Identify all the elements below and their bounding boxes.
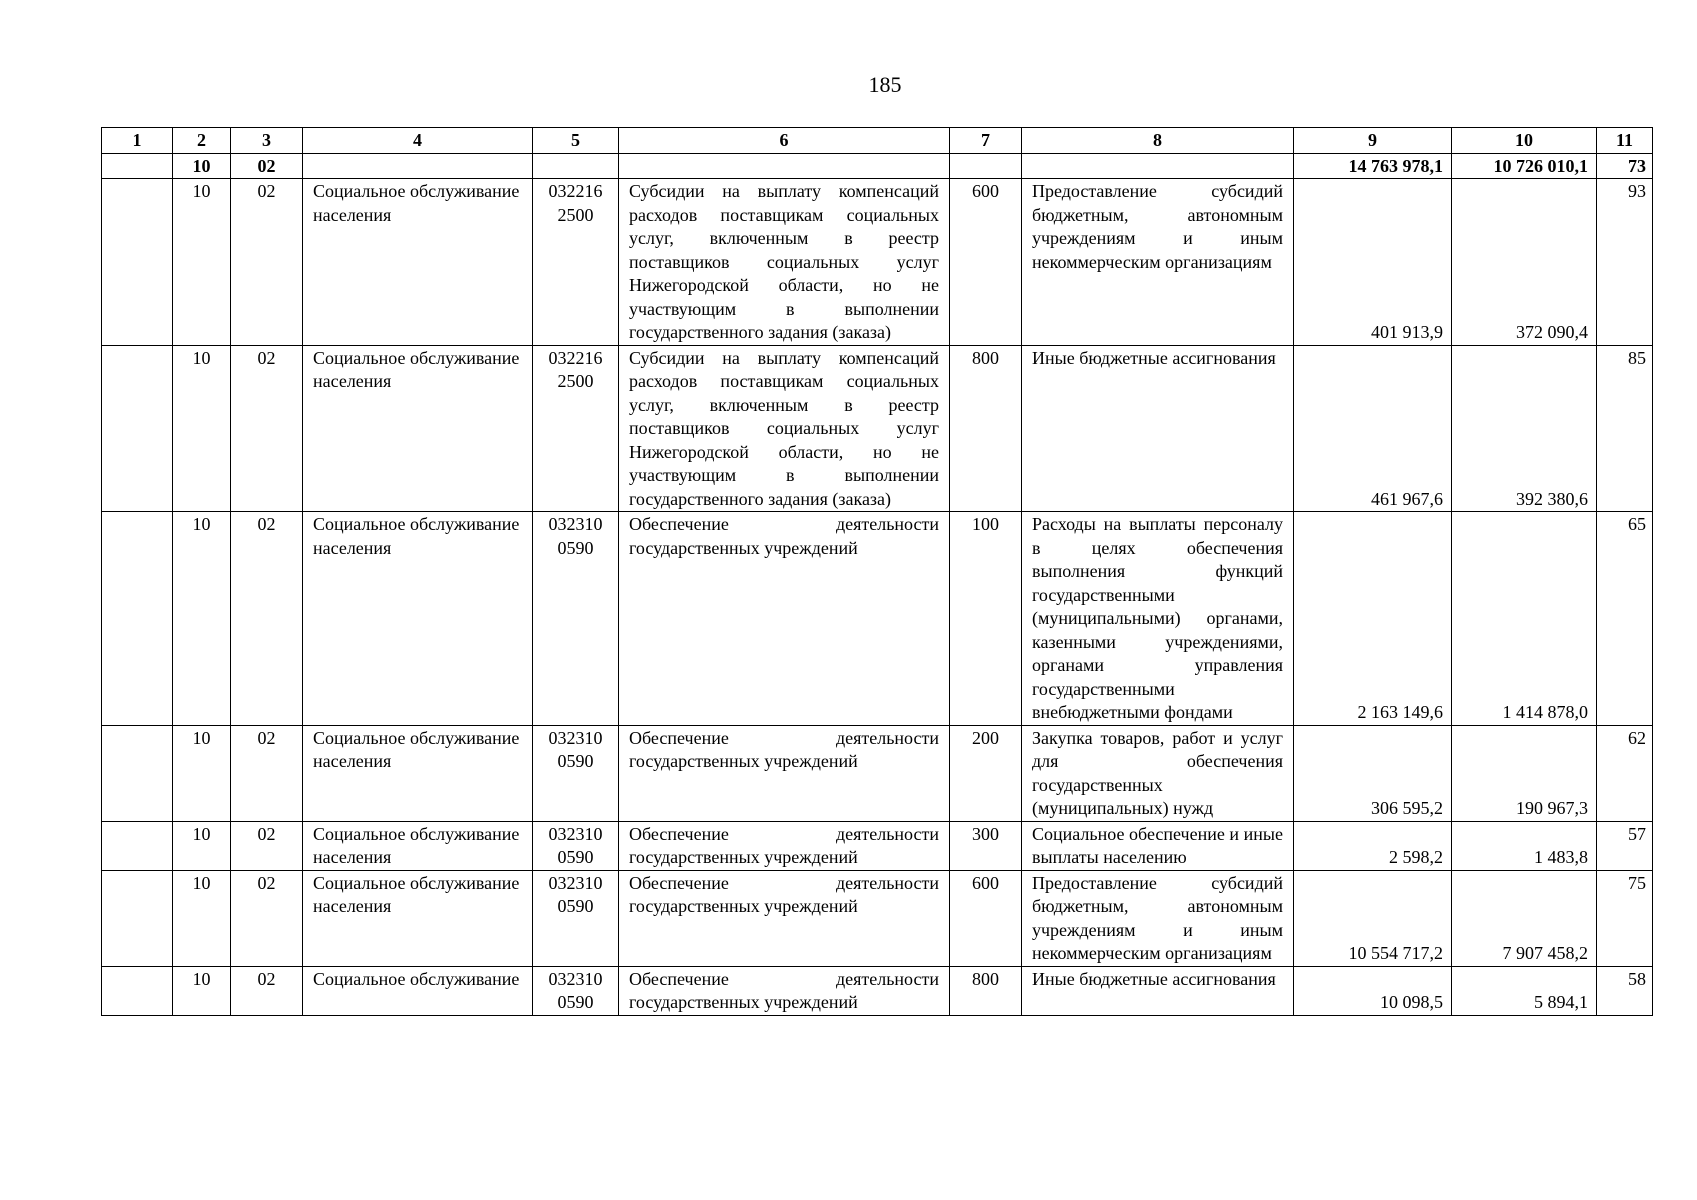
table-cell — [619, 153, 950, 179]
subsection-name: Социальное обслуживание — [303, 966, 533, 1015]
column-header: 9 — [1294, 128, 1452, 154]
section-code: 10 — [173, 870, 231, 966]
table-cell — [102, 512, 173, 726]
expense-type-name: Расходы на выплаты персоналу в целях обеспечения выполнения функций государственными (муниципальными) органами, казенными учреждениями, органами управления государственными внебюджетными фондами — [1022, 512, 1294, 726]
section-code: 10 — [173, 512, 231, 726]
subsection-code: 02 — [231, 966, 303, 1015]
percent: 58 — [1597, 966, 1653, 1015]
table-row — [102, 821, 1653, 870]
percent: 75 — [1597, 870, 1653, 966]
target-article-code: 032310 0590 — [533, 512, 619, 726]
percent: 85 — [1597, 345, 1653, 512]
subsection-name: Социальное обслуживание населения — [303, 345, 533, 512]
target-article-code: 032216 2500 — [533, 345, 619, 512]
actual-amount: 190 967,3 — [1452, 725, 1597, 821]
column-header: 1 — [102, 128, 173, 154]
column-header: 5 — [533, 128, 619, 154]
section-code: 10 — [173, 966, 231, 1015]
target-article-code: 032310 0590 — [533, 821, 619, 870]
section-code: 10 — [173, 345, 231, 512]
table-cell — [102, 870, 173, 966]
expense-type-code: 300 — [950, 821, 1022, 870]
table-cell — [950, 153, 1022, 179]
plan-amount: 461 967,6 — [1294, 345, 1452, 512]
actual-amount: 5 894,1 — [1452, 966, 1597, 1015]
table-row — [102, 725, 1653, 821]
plan-amount: 10 554 717,2 — [1294, 870, 1452, 966]
expense-type-code: 100 — [950, 512, 1022, 726]
section-code: 10 — [173, 821, 231, 870]
total-percent: 73 — [1597, 153, 1653, 179]
table-row — [102, 179, 1653, 346]
percent: 62 — [1597, 725, 1653, 821]
total-plan-amount: 14 763 978,1 — [1294, 153, 1452, 179]
column-header: 11 — [1597, 128, 1653, 154]
expense-type-name: Предоставление субсидий бюджетным, автономным учреждениям и иным некоммерческим организациям — [1022, 179, 1294, 346]
subsection-name: Социальное обслуживание населения — [303, 179, 533, 346]
target-article-name: Субсидии на выплату компенсаций расходов поставщикам социальных услуг, включенным в реестр поставщиков социальных услуг Нижегородской области, но не участвующим в выполнении государственного задания (заказа) — [619, 345, 950, 512]
section-code: 10 — [173, 179, 231, 346]
subsection-code: 02 — [231, 512, 303, 726]
column-header: 8 — [1022, 128, 1294, 154]
table-cell — [102, 821, 173, 870]
plan-amount: 2 163 149,6 — [1294, 512, 1452, 726]
section-code: 10 — [173, 153, 231, 179]
budget-table — [101, 127, 1653, 1016]
subsection-code: 02 — [231, 870, 303, 966]
plan-amount: 10 098,5 — [1294, 966, 1452, 1015]
column-number-row — [102, 128, 1653, 154]
target-article-name: Обеспечение деятельности государственных учреждений — [619, 821, 950, 870]
subsection-code: 02 — [231, 345, 303, 512]
target-article-name: Обеспечение деятельности государственных учреждений — [619, 512, 950, 726]
expense-type-name: Социальное обеспечение и иные выплаты населению — [1022, 821, 1294, 870]
subsection-code: 02 — [231, 153, 303, 179]
expense-type-name: Предоставление субсидий бюджетным, автономным учреждениям и иным некоммерческим организациям — [1022, 870, 1294, 966]
expense-type-name: Иные бюджетные ассигнования — [1022, 345, 1294, 512]
subsection-name: Социальное обслуживание населения — [303, 870, 533, 966]
column-header: 7 — [950, 128, 1022, 154]
actual-amount: 7 907 458,2 — [1452, 870, 1597, 966]
column-header: 6 — [619, 128, 950, 154]
column-header: 10 — [1452, 128, 1597, 154]
expense-type-name: Иные бюджетные ассигнования — [1022, 966, 1294, 1015]
target-article-code: 032310 0590 — [533, 870, 619, 966]
expense-type-code: 600 — [950, 870, 1022, 966]
table-cell — [533, 153, 619, 179]
target-article-name: Обеспечение деятельности государственных учреждений — [619, 725, 950, 821]
table-row — [102, 966, 1653, 1015]
table-row — [102, 345, 1653, 512]
table-cell — [102, 153, 173, 179]
actual-amount: 392 380,6 — [1452, 345, 1597, 512]
expense-type-code: 600 — [950, 179, 1022, 346]
subsection-code: 02 — [231, 725, 303, 821]
plan-amount: 2 598,2 — [1294, 821, 1452, 870]
table-cell — [303, 153, 533, 179]
table-cell — [1022, 153, 1294, 179]
table-cell — [102, 725, 173, 821]
table-row — [102, 870, 1653, 966]
subsection-name: Социальное обслуживание населения — [303, 725, 533, 821]
total-actual-amount: 10 726 010,1 — [1452, 153, 1597, 179]
total-row — [102, 153, 1653, 179]
column-header: 3 — [231, 128, 303, 154]
subsection-name: Социальное обслуживание населения — [303, 821, 533, 870]
actual-amount: 1 414 878,0 — [1452, 512, 1597, 726]
expense-type-code: 800 — [950, 966, 1022, 1015]
percent: 93 — [1597, 179, 1653, 346]
target-article-name: Обеспечение деятельности государственных учреждений — [619, 870, 950, 966]
column-header: 2 — [173, 128, 231, 154]
section-code: 10 — [173, 725, 231, 821]
table-cell — [102, 966, 173, 1015]
table-cell — [102, 345, 173, 512]
target-article-code: 032216 2500 — [533, 179, 619, 346]
subsection-name: Социальное обслуживание населения — [303, 512, 533, 726]
expense-type-code: 200 — [950, 725, 1022, 821]
plan-amount: 306 595,2 — [1294, 725, 1452, 821]
target-article-code: 032310 0590 — [533, 966, 619, 1015]
target-article-name: Субсидии на выплату компенсаций расходов поставщикам социальных услуг, включенным в реестр поставщиков социальных услуг Нижегородской области, но не участвующим в выполнении государственного задания (заказа) — [619, 179, 950, 346]
actual-amount: 372 090,4 — [1452, 179, 1597, 346]
target-article-code: 032310 0590 — [533, 725, 619, 821]
expense-type-code: 800 — [950, 345, 1022, 512]
target-article-name: Обеспечение деятельности государственных учреждений — [619, 966, 950, 1015]
plan-amount: 401 913,9 — [1294, 179, 1452, 346]
percent: 57 — [1597, 821, 1653, 870]
page-number: 185 — [868, 72, 902, 97]
percent: 65 — [1597, 512, 1653, 726]
subsection-code: 02 — [231, 821, 303, 870]
table-cell — [102, 179, 173, 346]
subsection-code: 02 — [231, 179, 303, 346]
table-row — [102, 512, 1653, 726]
column-header: 4 — [303, 128, 533, 154]
expense-type-name: Закупка товаров, работ и услуг для обеспечения государственных (муниципальных) нужд — [1022, 725, 1294, 821]
actual-amount: 1 483,8 — [1452, 821, 1597, 870]
